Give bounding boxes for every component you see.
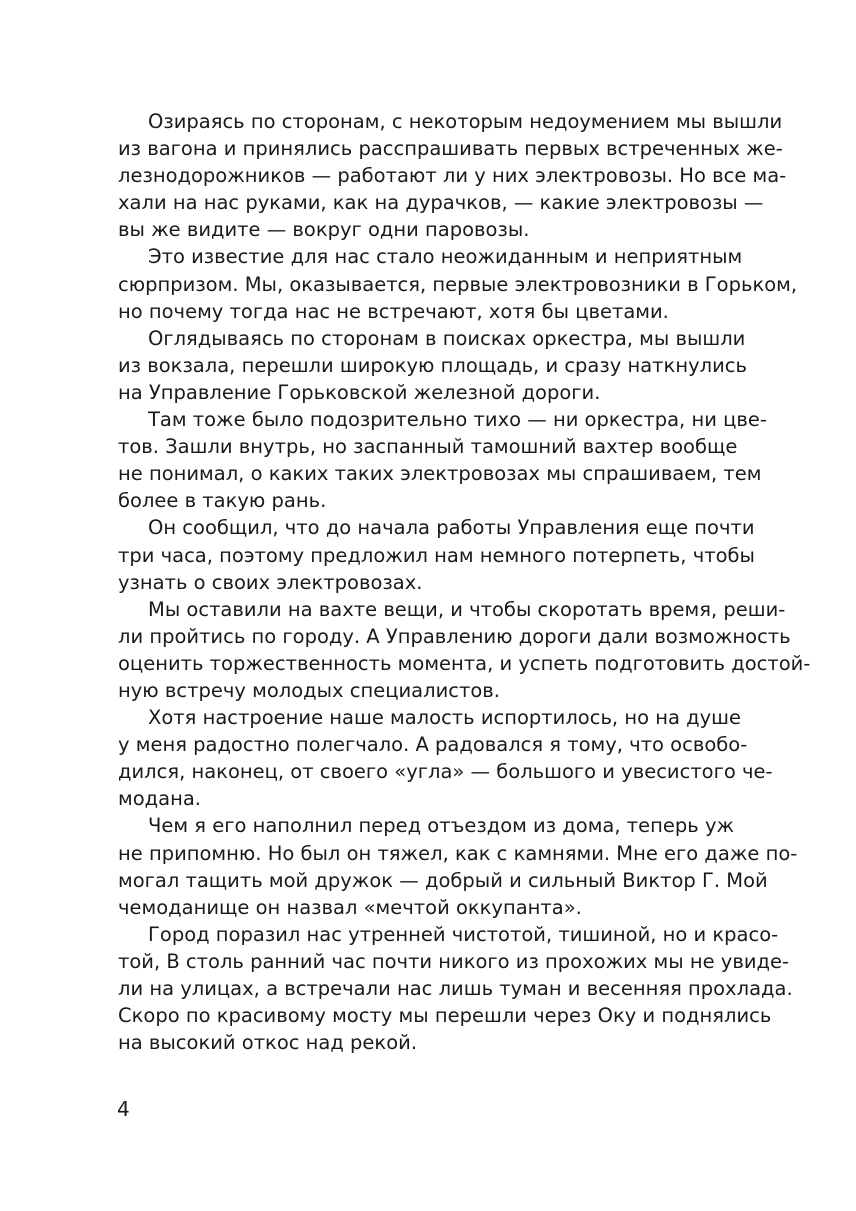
- text-line: ли на улицах, а встречали нас лишь туман и весенняя прохлада.: [118, 977, 793, 1000]
- text-line: тов. Зашли внутрь, но заспанный тамошний вахтер вообще: [118, 435, 738, 459]
- body-text: [118, 108, 811, 1056]
- text-line: из вокзала, перешли широкую площадь, и сразу наткнулись: [118, 353, 747, 377]
- paragraph: [118, 325, 747, 406]
- text-line: на Управление Горьковской железной дороги.: [118, 380, 601, 404]
- paragraph: [118, 921, 793, 1056]
- page-number: 4: [117, 1097, 130, 1121]
- text-line: Скоро по красивому мосту мы перешли через Оку и поднялись: [118, 1004, 772, 1028]
- text-line: той, В столь ранний час почти никого из прохожих мы не увиде-: [118, 949, 790, 973]
- text-line: модана.: [118, 787, 201, 811]
- text-line: из вагона и принялись расспрашивать первых встреченных же-: [118, 137, 783, 161]
- paragraph: [118, 243, 798, 324]
- text-line: у меня радостно полегчало. А радовался я тому, что освобо-: [118, 733, 748, 757]
- text-line: дился, наконец, от своего «угла» — большого и увесистого че-: [118, 760, 773, 784]
- text-line: Он сообщил, что до начала работы Управления еще почти: [148, 516, 755, 540]
- text-line: на высокий откос над рекой.: [118, 1031, 418, 1055]
- text-line: сюрпризом. Мы, оказывается, первые электровозники в Горьком,: [118, 272, 798, 296]
- text-line: Там тоже было подозрительно тихо — ни оркестра, ни цве-: [148, 408, 767, 432]
- text-line: но почему тогда нас не встречают, хотя бы цветами.: [118, 299, 669, 323]
- text-line: могал тащить мой дружок — добрый и сильный Виктор Г. Мой: [118, 868, 768, 892]
- text-line: ли пройтись по городу. А Управлению дороги дали возможность: [118, 624, 791, 648]
- text-line: Это известие для нас стало неожиданным и неприятным: [148, 245, 743, 269]
- paragraph: [118, 108, 787, 243]
- text-line: более в такую рань.: [118, 489, 327, 513]
- paragraph: [118, 514, 755, 595]
- text-line: Мы оставили на вахте вещи, и чтобы скоротать время, реши-: [148, 597, 786, 621]
- text-line: три часа, поэтому предложил нам немного потерпеть, чтобы: [118, 543, 755, 567]
- text-line: вы же видите — вокруг одни паровозы.: [118, 218, 530, 242]
- paragraph: [118, 704, 773, 812]
- text-line: Оглядываясь по сторонам в поисках оркестра, мы вышли: [148, 326, 746, 350]
- text-line: узнать о своих электровозах.: [118, 570, 423, 594]
- text-line: Озираясь по сторонам, с некоторым недоумением мы вышли: [148, 110, 783, 133]
- text-line: хали на нас руками, как на дурачков, — какие электровозы —: [118, 191, 764, 215]
- paragraph: [118, 406, 767, 514]
- text-line: Хотя настроение наше малость испортилось, но на душе: [148, 706, 741, 730]
- text-line: чемоданище он назвал «мечтой оккупанта».: [118, 895, 582, 919]
- text-line: не понимал, о каких таких электровозах мы спрашиваем, тем: [118, 462, 762, 486]
- paragraph: [118, 812, 798, 920]
- text-line: лезнодорожников — работают ли у них электровозы. Но все ма-: [118, 164, 787, 188]
- text-line: Город поразил нас утренней чистотой, тишиной, но и красо-: [148, 922, 779, 946]
- text-line: оценить торжественность момента, и успеть подготовить достой-: [118, 651, 811, 675]
- text-line: ную встречу молодых специалистов.: [118, 678, 500, 702]
- paragraph: [118, 596, 811, 704]
- text-line: не припомню. Но был он тяжел, как с камнями. Мне его даже по-: [118, 841, 798, 865]
- text-line: Чем я его наполнил перед отъездом из дома, теперь уж: [148, 814, 735, 838]
